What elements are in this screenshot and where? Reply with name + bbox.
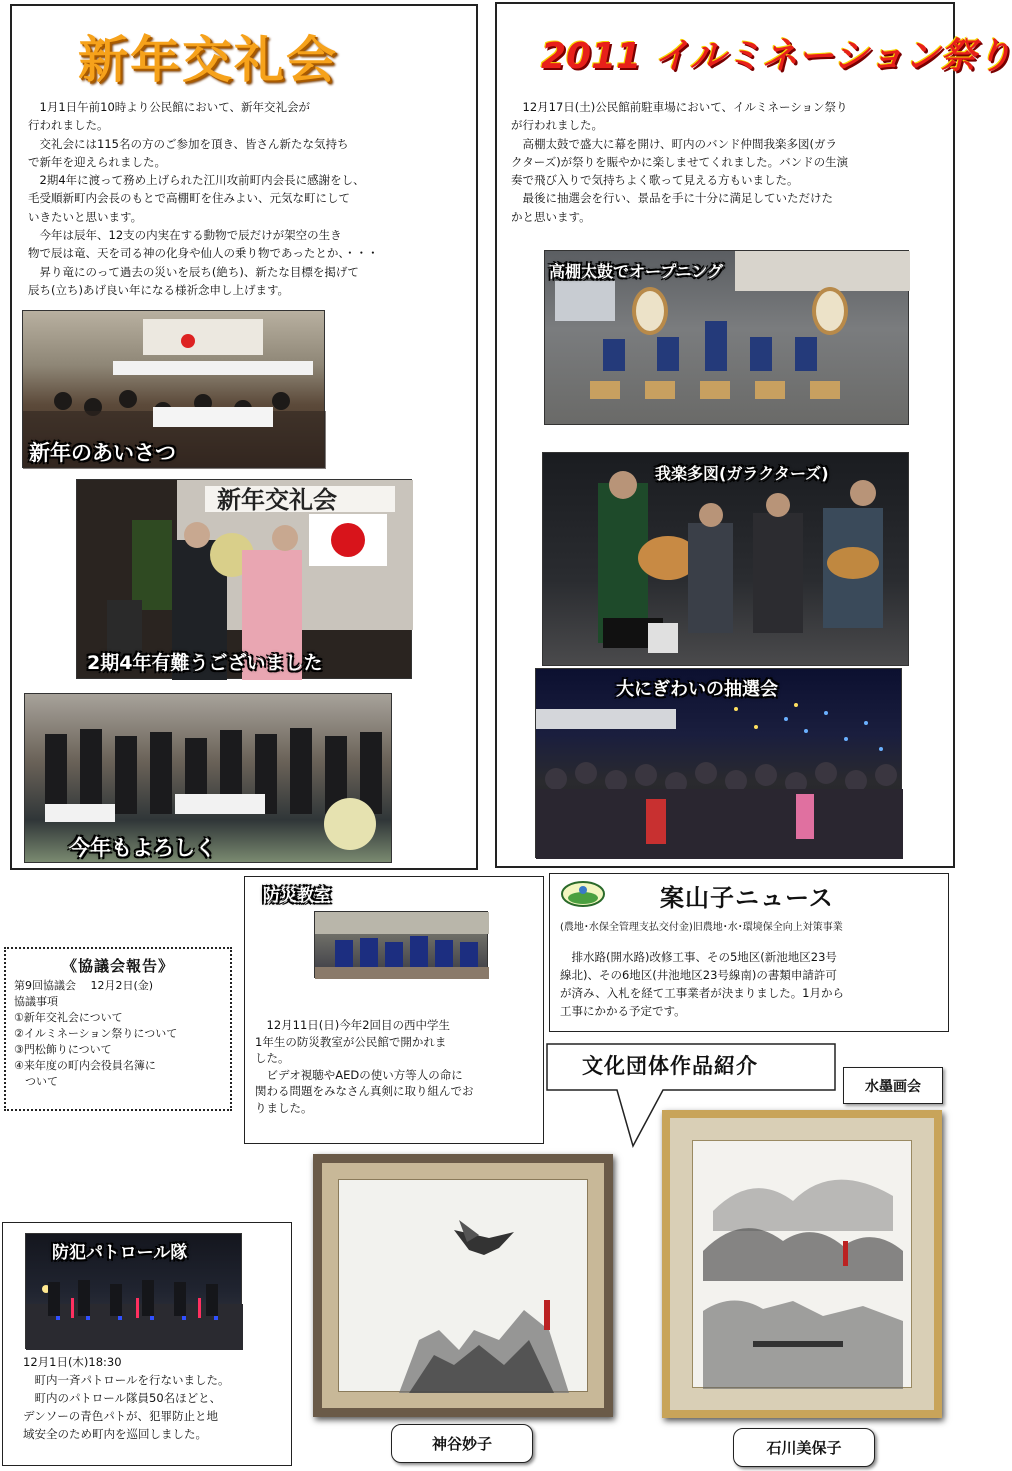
disaster-body: 12月11日(日)今年2回目の西中学生 1年生の防災教室が公民館で開かれま した。 ビデオ視聴やAEDの使い方等人の命に 関わる問題をみなさん真剣に取り組んでお りました。 bbox=[255, 1018, 474, 1115]
farewell-photo bbox=[76, 479, 412, 679]
eagle-artwork bbox=[339, 1180, 589, 1393]
painting-eagle-mat bbox=[338, 1179, 588, 1392]
banner-text: 新年交礼会 bbox=[217, 485, 337, 514]
band-scene bbox=[543, 453, 910, 667]
painting-eagle bbox=[313, 1154, 613, 1417]
new-year-greeting-photo bbox=[22, 310, 325, 468]
illumination-title: 2011 イルミネーション祭り bbox=[541, 36, 1012, 77]
lottery-caption: 大にぎわいの抽選会 bbox=[616, 679, 778, 700]
culture-group-label: 水墨画会 bbox=[843, 1067, 943, 1104]
scarecrow-section bbox=[549, 873, 949, 1032]
new-year-title: 新年交礼会 bbox=[78, 31, 338, 89]
new-year-section bbox=[10, 4, 478, 870]
council-title: 《協議会報告》 bbox=[61, 957, 174, 975]
scarecrow-logo-icon bbox=[560, 880, 606, 908]
lottery-photo bbox=[535, 668, 902, 858]
disaster-section bbox=[244, 876, 544, 1144]
culture-title: 文化団体作品紹介 bbox=[582, 1054, 758, 1078]
illumination-body: 12月17日(土)公民館前駐車場において、イルミネーション祭り が行われました。 高棚太鼓で盛大に幕を開け、町内のバンド仲間我楽多図(ガラ クターズ)が祭りを賑やかに楽しませてくれました。バンドの生演 奏で飛び入りで気持ちよく歌って見える方もいました。 最後に抽選会を行い、景品を手に十分に満足していただけた かと思います。 bbox=[511, 100, 849, 224]
new-year-body: 1月1日午前10時より公民館において、新年交礼会が 行われました。 交礼会には115名の方のご参加を頂き、皆さん新たな気持ち で新年を迎えられました。 2期4年に渡って務め上げられた江川攻前町内会長に感謝をし、 毛受順新町内会長のもとで高棚町を住みよい、元気な町にして いきたいと思います。 今年は辰年、12支の内実在する動物で辰だけが架空の生き 物で辰は竜、天を司る神の化身や仙人の乗り物であったとか、・・・ 昇り竜にのって過去の災いを辰ち(絶ち)、新たな目標を掲げて 辰ち(立ち)あげ良い年になる様祈念申し上げます。 bbox=[28, 100, 379, 297]
scarecrow-title: 案山子ニュース bbox=[660, 884, 834, 912]
scarecrow-subtitle: (農地･水保全管理支払交付金)旧農地･水･環境保全向上対策事業 bbox=[560, 922, 843, 933]
council-report bbox=[4, 947, 232, 1111]
patrol-body: 12月1日(木)18:30 町内一斉パトロールを行ないました。 町内のパトロール隊員50名ほどと、 デンソーの青色パトが、犯罪防止と地 域安全のため町内を巡回しました。 bbox=[23, 1355, 230, 1441]
patrol-caption: 防犯パトロール隊 bbox=[52, 1243, 188, 1263]
cheers-caption: 今年もよろしく bbox=[69, 836, 216, 860]
taiko-caption: 高棚太鼓でオープニング bbox=[549, 262, 724, 281]
painting-landscape-frame bbox=[670, 1118, 934, 1410]
artist2-label: 石川美保子 bbox=[733, 1428, 875, 1467]
scarecrow-body: 排水路(開水路)改修工事、その5地区(新池地区23号 線北)、その6地区(井池地区23号線南)の書類申請許可 が済み、入札を経て工事業者が決まりました。1月から 工事にかかる予定です。 bbox=[560, 950, 845, 1018]
band-photo bbox=[542, 452, 909, 666]
illumination-section bbox=[495, 2, 1012, 868]
disaster-title: 防災教室 bbox=[263, 886, 331, 906]
patrol-photo bbox=[25, 1233, 242, 1349]
painting-landscape bbox=[662, 1110, 942, 1418]
landscape-artwork bbox=[693, 1141, 913, 1389]
disaster-photo bbox=[314, 911, 488, 978]
greeting-caption: 新年のあいさつ bbox=[29, 441, 176, 465]
patrol-section bbox=[2, 1222, 292, 1466]
disaster-scene bbox=[315, 912, 489, 979]
artist1-label: 神谷妙子 bbox=[391, 1424, 533, 1463]
painting-eagle-frame bbox=[322, 1163, 604, 1408]
painting-landscape-mat bbox=[692, 1140, 912, 1388]
council-body: 第9回協議会 12月2日(金) 協議事項 ①新年交礼会について ②イルミネーション祭りについて ③門松飾りについて ④来年度の町内会役員名簿に ついて bbox=[14, 979, 178, 1088]
farewell-caption: 2期4年有難うございました bbox=[87, 652, 323, 674]
cheers-photo bbox=[24, 693, 392, 863]
taiko-photo bbox=[544, 250, 909, 425]
band-caption: 我楽多図(ガラクターズ) bbox=[655, 464, 829, 483]
